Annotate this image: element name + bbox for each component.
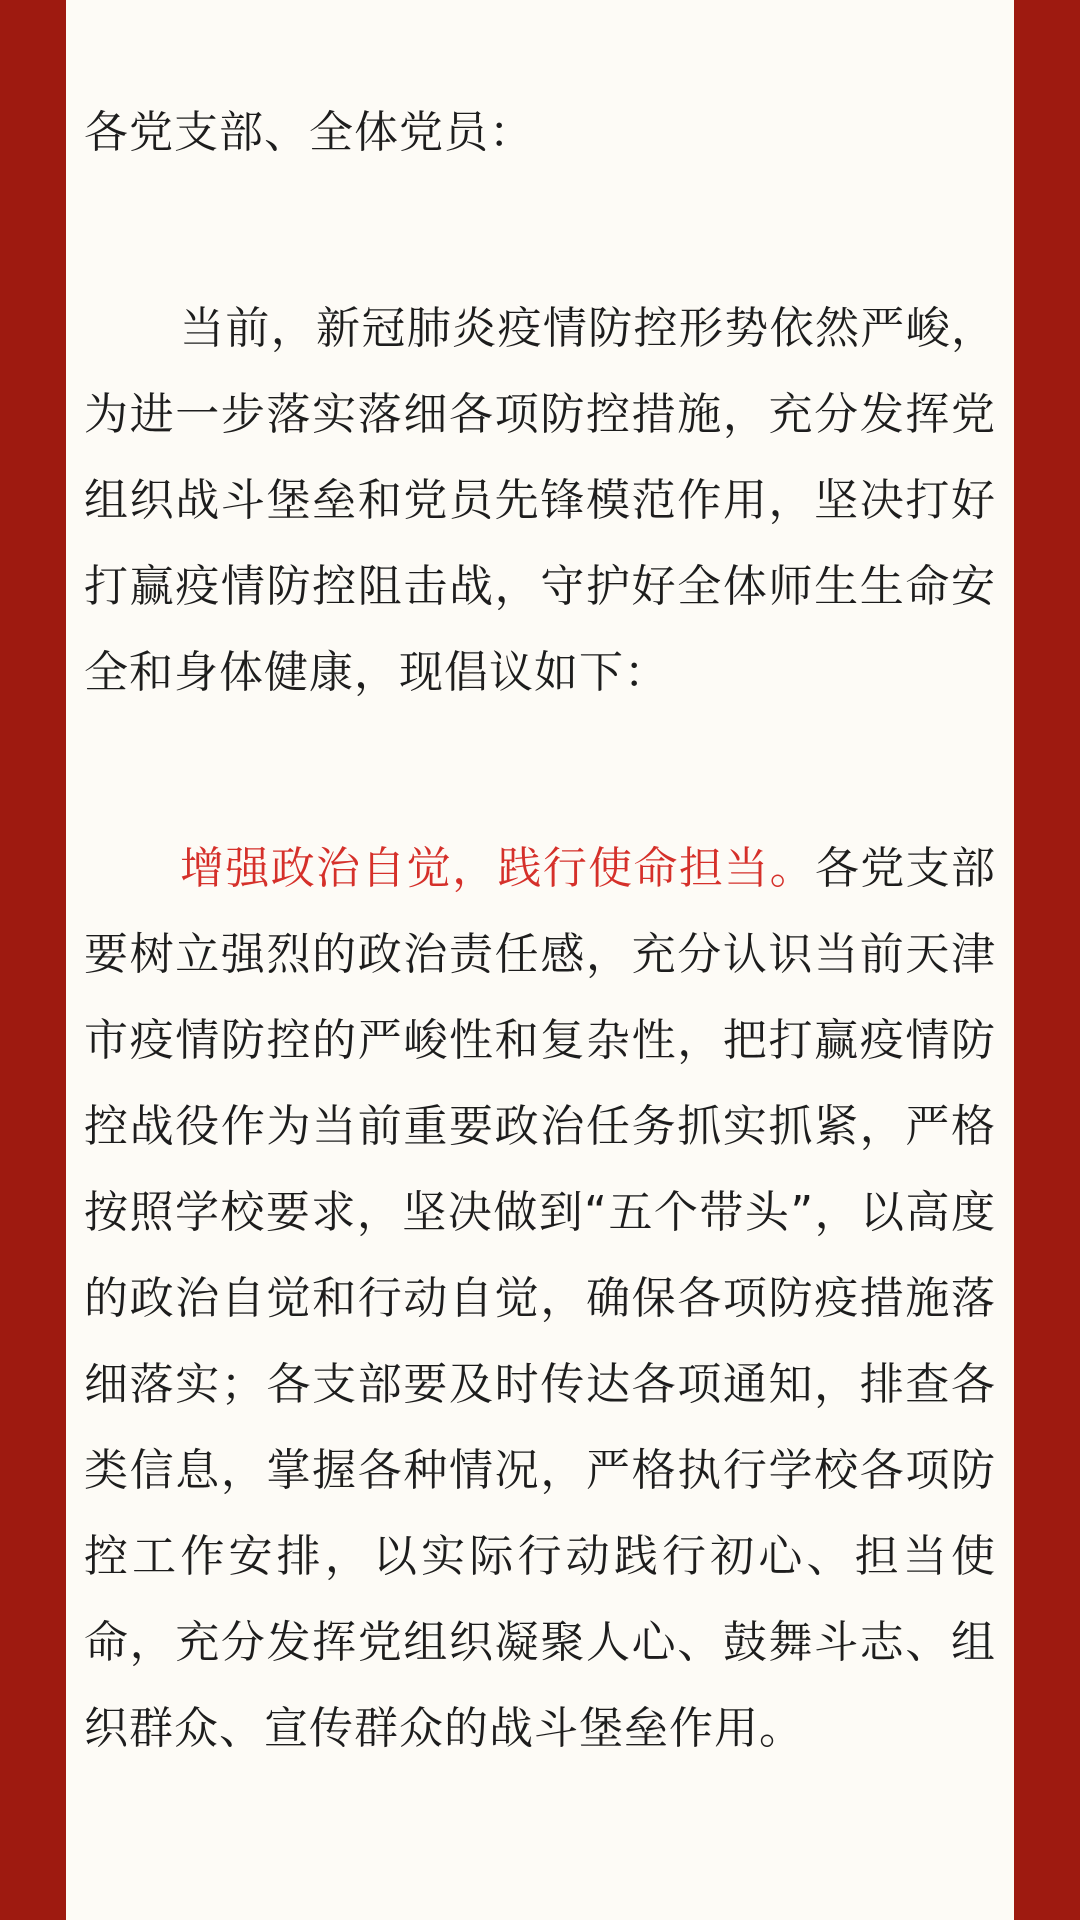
paragraph-intro: 当前，新冠肺炎疫情防控形势依然严峻，为进一步落实落细各项防控措施，充分发挥党组织战斗堡垒和党员先锋模范作用，坚决打好打赢疫情防控阻击战，守护好全体师生生命安全和身体健康，现倡议如下： bbox=[84, 303, 996, 698]
paragraph-heading-highlight: 增强政治自觉，践行使命担当。 bbox=[180, 843, 815, 894]
letter-content bbox=[84, 90, 996, 1772]
salutation: 各党支部、全体党员： bbox=[84, 107, 534, 158]
paragraph-body: 各党支部要树立强烈的政治责任感，充分认识当前天津市疫情防控的严峻性和复杂性，把打赢疫情防控战役作为当前重要政治任务抓实抓紧，严格按照学校要求，坚决做到“五个带头”，以高度的政治自觉和行动自觉，确保各项防疫措施落细落实；各支部要及时传达各项通知，排查各类信息，掌握各种情况，严格执行学校各项防控工作安排，以实际行动践行初心、担当使命，充分发挥党组织凝聚人心、鼓舞斗志、组织群众、宣传群众的战斗堡垒作用。 bbox=[84, 843, 997, 1754]
paragraph-political-awareness bbox=[84, 826, 996, 1772]
letter-page bbox=[66, 0, 1014, 1920]
